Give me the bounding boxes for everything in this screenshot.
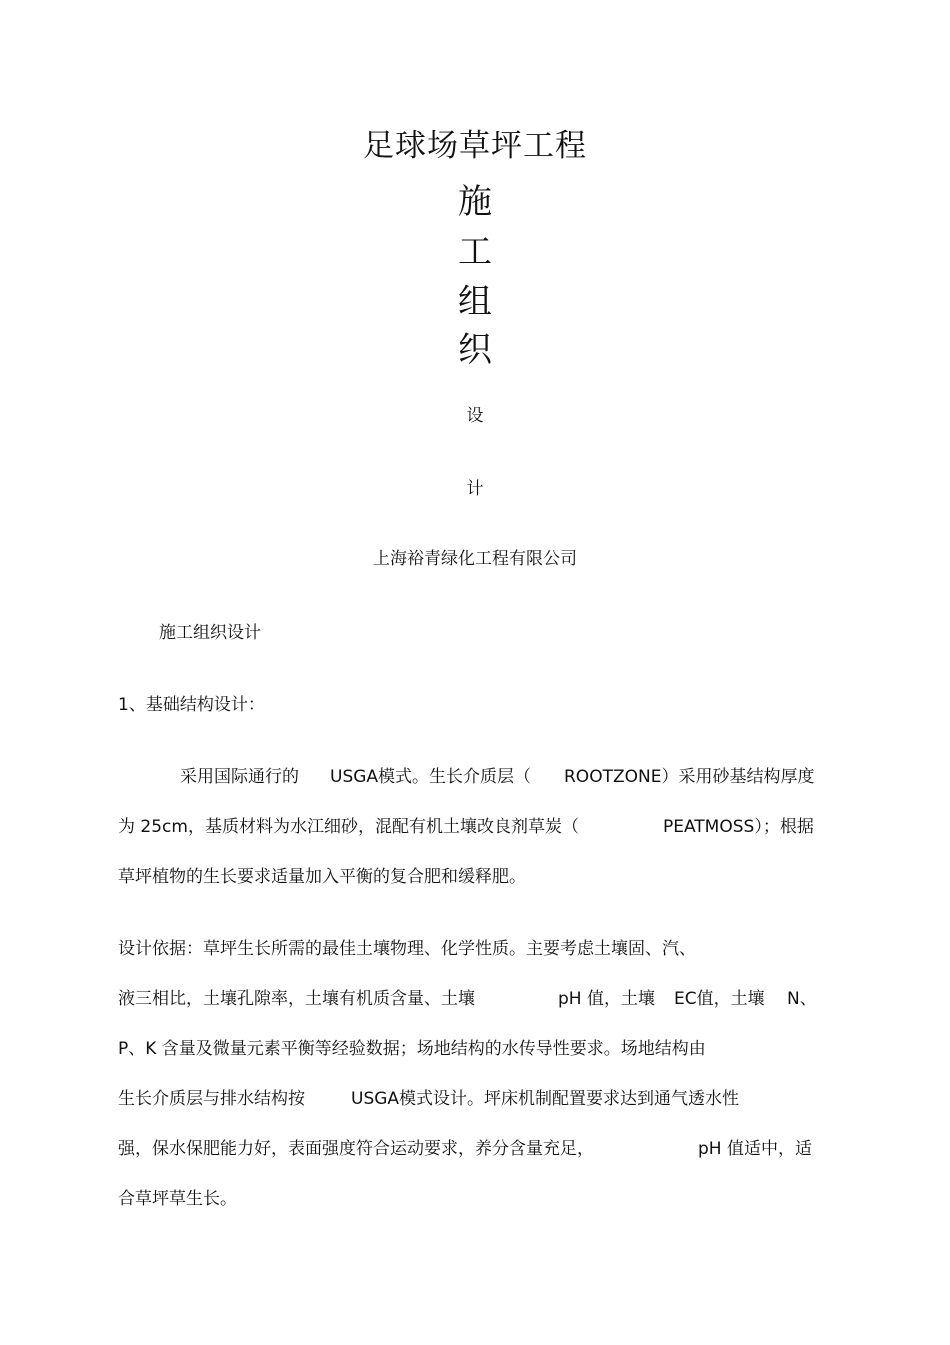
- section1-title: 1、基础结构设计：: [118, 695, 265, 715]
- para1-line1-a: 采用国际通行的: [180, 767, 299, 787]
- para2-line6: 合草坪草生长。: [118, 1189, 237, 1209]
- cover-char-she: 设: [466, 406, 484, 426]
- para1-line2-b: PEATMOSS）；根据: [663, 817, 814, 837]
- cover-char-zu: 组: [458, 282, 492, 322]
- cover-char-shi: 施: [458, 182, 492, 222]
- para2-line4-b: USGA模式设计。坪床机制配置要求达到通气透水性: [351, 1089, 740, 1109]
- company-name: 上海裕青绿化工程有限公司: [373, 549, 577, 569]
- para2-line4-a: 生长介质层与排水结构按: [118, 1089, 305, 1109]
- para2-line2-c: EC值，土壤: [674, 989, 765, 1009]
- para2-line1: 设计依据：草坪生长所需的最佳土壤物理、化学性质。主要考虑土壤固、汽、: [118, 939, 696, 959]
- cover-title: 足球场草坪工程: [363, 128, 587, 164]
- para1-line1-c: ROOTZONE）采用砂基结构厚度: [564, 767, 815, 787]
- para1-line1-b: USGA模式。生长介质层（: [330, 767, 532, 787]
- para2-line2-d: N、: [787, 989, 817, 1009]
- para1-line2-a: 为 25cm，基质材料为水江细砂，混配有机土壤改良剂草炭（: [118, 817, 579, 837]
- para2-line2-a: 液三相比，土壤孔隙率，土壤有机质含量、土壤: [118, 989, 475, 1009]
- para1-line3: 草坪植物的生长要求适量加入平衡的复合肥和缓释肥。: [118, 867, 526, 887]
- para2-line2-b: pH 值，土壤: [558, 989, 655, 1009]
- cover-char-ji: 计: [466, 479, 484, 499]
- section-heading: 施工组织设计: [159, 623, 261, 643]
- para2-line3: P、K 含量及微量元素平衡等经验数据；场地结构的水传导性要求。场地结构由: [118, 1039, 706, 1059]
- cover-char-zhi: 织: [458, 330, 492, 370]
- para2-line5-a: 强，保水保肥能力好，表面强度符合运动要求，养分含量充足，: [118, 1139, 594, 1159]
- para2-line5-b: pH 值适中，适: [698, 1139, 812, 1159]
- cover-char-gong: 工: [458, 232, 492, 272]
